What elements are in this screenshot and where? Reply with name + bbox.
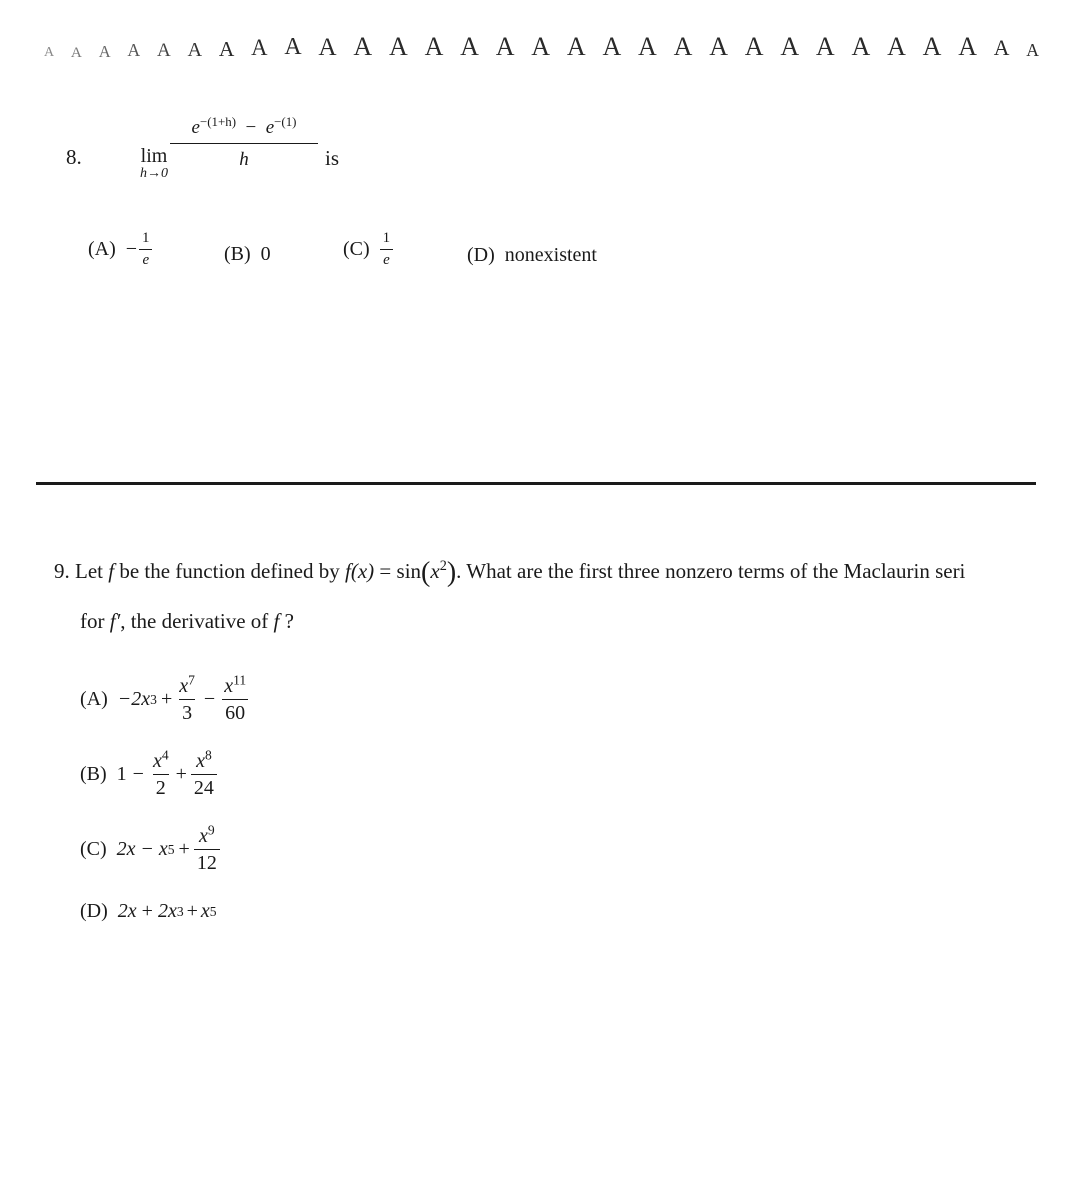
q9-line1-end: . What are the first three nonzero terms of the Maclaurin seri [456, 559, 966, 583]
q8-choice-a-den: e [139, 249, 152, 269]
q9-choice-a[interactable]: (A) −2x 3 + $\frac{x^7}{3}$ − $\frac{x^{11}}{60}$ [80, 672, 247, 724]
q8-choice-d-label: (D) [467, 244, 495, 266]
q9-choice-d[interactable]: (D) 2x + 2x 3 + x 5 [80, 900, 217, 922]
q9-d-op2: + [186, 900, 198, 922]
header-letter: A [424, 32, 444, 61]
q8-choice-a[interactable] [88, 230, 153, 268]
header-letter: A [318, 33, 337, 61]
q9-a-op1: + [160, 688, 173, 710]
header-letter: A [673, 32, 693, 61]
header-letter: A [709, 32, 728, 61]
q9-a-num1-exp: 7 [188, 672, 195, 688]
q9-c-num1: x [198, 825, 208, 847]
q9-d-op1: + [141, 900, 153, 922]
q8-choice-d-value: nonexistent [504, 244, 597, 266]
header-letter: A [602, 32, 622, 61]
q9-a-num2: x [224, 675, 234, 697]
q9-x-exp: 2 [439, 558, 447, 575]
header-letter-strip [44, 32, 1039, 60]
header-letter: A [744, 32, 764, 61]
q9-start: 9. Let [54, 559, 103, 583]
header-letter: A [284, 34, 302, 61]
q9-choice-c-label: (C) [80, 838, 107, 860]
q9-c-term1: 2x [116, 838, 136, 860]
q9-sin: sin [396, 559, 422, 583]
q9-line-2 [80, 609, 294, 634]
q9-x: x [430, 559, 440, 583]
q9-for: for [80, 609, 105, 633]
q9-b-num1: x [152, 750, 162, 772]
header-letter: A [127, 40, 141, 61]
q9-a-num2-exp: 11 [233, 672, 247, 688]
q9-line-1: 9. Let f be the function defined by $f(x) = \sin(x^2)$. What are the first three nonzero terms of the Maclaurin seri [54, 557, 966, 588]
q9-c-num1-exp: 9 [207, 822, 215, 838]
header-letter: A [353, 32, 373, 61]
q9-a-den2: 60 [222, 699, 248, 724]
header-letter: A [922, 32, 942, 61]
q9-f: f [108, 559, 115, 583]
q8-lim-subscript: h→0 [140, 166, 168, 181]
q9-qmark: ? [284, 609, 294, 633]
q9-choice-b[interactable] [80, 747, 217, 799]
header-letter: A [251, 35, 268, 61]
header-letter: A [638, 32, 657, 61]
q9-equals: = [379, 559, 392, 583]
header-letter: A [887, 32, 906, 61]
header-letter: A [495, 32, 515, 61]
q8-choice-a-num: 1 [142, 230, 150, 246]
header-letter: A [98, 41, 111, 61]
q8-choice-c-label: (C) [343, 237, 370, 260]
q8-number: 8. [66, 145, 82, 169]
header-letter: A [460, 32, 479, 61]
q9-d-term1: 2x [117, 900, 137, 922]
header-letter: A [44, 45, 55, 60]
q9-a-op2: − [203, 688, 216, 710]
q9-f2: f [273, 609, 280, 633]
q9-c-op2: + [178, 838, 190, 860]
header-letter: A [780, 32, 800, 61]
q9-b-num2-exp: 8 [204, 747, 212, 763]
q8-choice-a-sign: − [125, 237, 138, 260]
q9-b-op2: + [175, 763, 187, 785]
q8-choice-a-label: (A) [88, 237, 116, 260]
q9-choice-a-label: (A) [80, 688, 108, 710]
q9-choice-b-label: (B) [80, 763, 107, 785]
header-letter: A [70, 43, 82, 61]
header-letter: A [851, 32, 871, 61]
q8-choice-b-label: (B) [224, 243, 251, 265]
q9-be-defined: be the function defined by [119, 559, 340, 583]
q9-c-den1: 12 [194, 849, 220, 874]
q9-choice-c[interactable]: (C) 2x − x 5 + $\frac{x^9}{12}$ [80, 825, 220, 874]
q9-fprime: f′ [109, 609, 121, 633]
q9-a-den1: 3 [179, 699, 195, 724]
q8-choice-c-num: 1 [382, 230, 391, 246]
q9-b-den2: 24 [191, 774, 217, 799]
q9-d-term3: x [200, 900, 210, 922]
q9-choice-d-label: (D) [80, 900, 108, 922]
header-letter: A [815, 32, 835, 61]
q8-choice-c[interactable] [343, 230, 393, 268]
q9-b-op1: − [132, 763, 144, 785]
header-letter: A [156, 40, 171, 61]
q8-limit [134, 146, 174, 183]
q8-denominator: h [170, 143, 318, 171]
header-letter: A [993, 36, 1010, 61]
header-letter: A [388, 32, 408, 61]
q9-b-num2: x [196, 750, 205, 772]
header-letter: A [187, 38, 203, 61]
section-divider [36, 482, 1036, 485]
q8-exp-2: −(1) [274, 113, 297, 129]
q9-b-term1: 1 [116, 763, 127, 785]
q9-a-num1: x [179, 675, 189, 697]
q8-exp-1: −(1+h) [199, 113, 236, 129]
q8-choice-b-value: 0 [260, 243, 271, 265]
q9-d-term2: 2x [157, 900, 177, 922]
q8-minus: − [245, 117, 257, 138]
q9-b-num1-exp: 4 [161, 747, 169, 763]
q9-line2-end: , the derivative of [120, 609, 269, 633]
q9-b-den1: 2 [153, 774, 169, 799]
q8-e-2: e [265, 117, 275, 138]
q9-c-term2: x [158, 838, 168, 860]
header-letter: A [218, 36, 235, 61]
q9-a-term1: −2x [117, 688, 151, 710]
q8-choice-c-den: e [380, 249, 393, 269]
q8-e-1: e [191, 117, 200, 138]
header-letter: A [531, 32, 551, 61]
q8-lim-word: lim [140, 145, 168, 167]
header-letter: A [1026, 40, 1039, 61]
q8-choice-d[interactable] [467, 244, 597, 267]
q8-choice-b[interactable] [224, 243, 271, 266]
header-letter: A [566, 32, 586, 61]
q8-is: is [325, 146, 340, 170]
q9-fx: f(x) [345, 559, 375, 583]
q9-c-op1: − [141, 838, 153, 860]
q8-fraction [170, 113, 318, 171]
header-letter: A [958, 32, 977, 62]
